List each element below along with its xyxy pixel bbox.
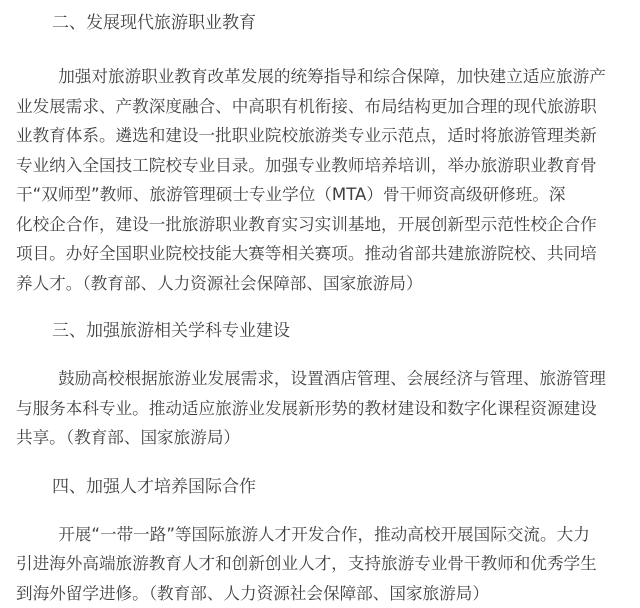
paragraph-line: 到海外留学进修。（教育部、人力资源社会保障部、国家旅游局） (16, 579, 624, 608)
section-paragraph-2 (16, 62, 624, 298)
section-heading-4: 四、加强人才培养国际合作 (16, 474, 624, 500)
paragraph-line: 业教育体系。遴选和建设一批职业院校旅游类专业示范点，适时将旅游管理类新 (16, 121, 624, 151)
paragraph-line: 化校企合作，建设一批旅游职业教育实习实训基地，开展创新型示范性校企合作 (16, 210, 624, 240)
paragraph-line: 加强对旅游职业教育改革发展的统筹指导和综合保障，加快建立适应旅游产 (16, 62, 624, 92)
paragraph-line: 鼓励高校根据旅游业发展需求，设置酒店管理、会展经济与管理、旅游管理 (16, 364, 624, 394)
paragraph-line: 业发展需求、产教深度融合、中高职有机衔接、布局结构更加合理的现代旅游职 (16, 92, 624, 122)
paragraph-line: 引进海外高端旅游教育人才和创新创业人才，支持旅游专业骨干教师和优秀学生 (16, 549, 624, 579)
section-heading-2: 二、发展现代旅游职业教育 (16, 10, 624, 36)
paragraph-line: 与服务本科专业。推动适应旅游业发展新形势的教材建设和数字化课程资源建设 (16, 394, 624, 424)
paragraph-line: 项目。办好全国职业院校技能大赛等相关赛项。推动省部共建旅游院校、共同培 (16, 239, 624, 269)
paragraph-line: 共享。（教育部、国家旅游局） (16, 423, 624, 453)
paragraph-line: 开展“一带一路”等国际旅游人才开发合作，推动高校开展国际交流。大力 (16, 520, 624, 550)
section-heading-3: 三、加强旅游相关学科专业建设 (16, 318, 624, 344)
paragraph-line: 养人才。（教育部、人力资源社会保障部、国家旅游局） (16, 269, 624, 299)
section-paragraph-4 (16, 520, 624, 608)
paragraph-line: 专业纳入全国技工院校专业目录。加强专业教师培养培训，举办旅游职业教育骨 (16, 151, 624, 181)
section-paragraph-3 (16, 364, 624, 453)
paragraph-line: 干“双师型”教师、旅游管理硕士专业学位（MTA）骨干师资高级研修班。深 (16, 180, 624, 210)
